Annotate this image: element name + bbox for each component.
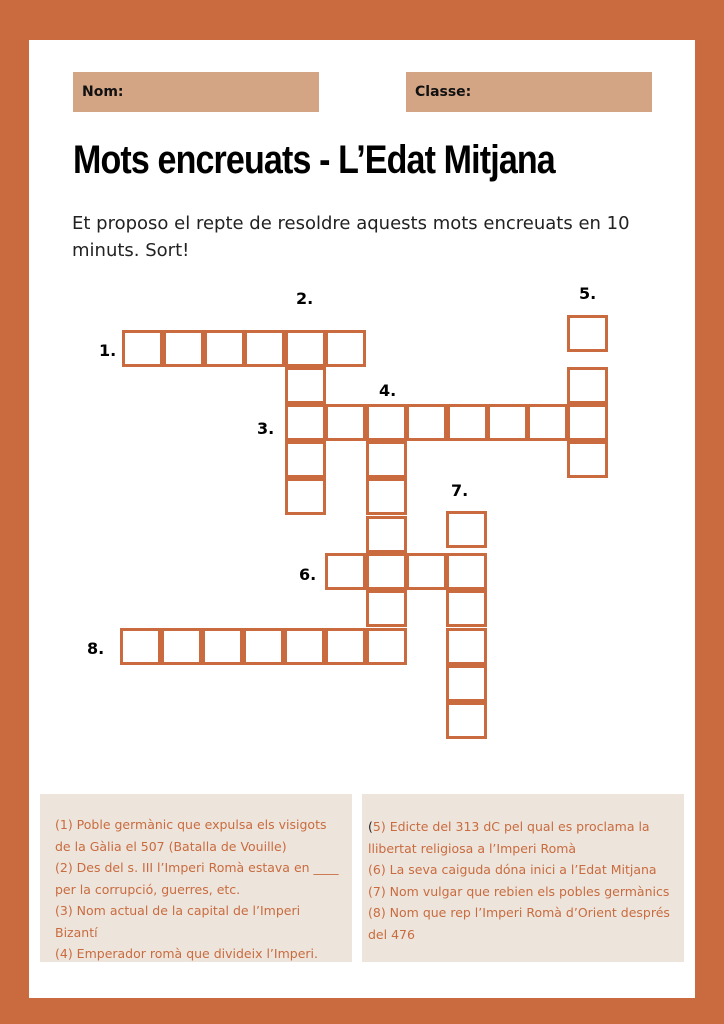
crossword-cell[interactable] (285, 330, 326, 367)
clue-number-8: 8. (87, 639, 105, 658)
class-field[interactable] (406, 72, 652, 112)
crossword-cell[interactable] (487, 404, 528, 441)
clue-number-4: 4. (379, 381, 397, 400)
crossword-cell[interactable] (325, 553, 366, 590)
crossword-cell[interactable] (120, 628, 161, 665)
crossword-cell[interactable] (366, 553, 407, 590)
crossword-cell[interactable] (366, 628, 407, 665)
worksheet-page (29, 40, 695, 998)
crossword-cell[interactable] (447, 404, 488, 441)
crossword-cell[interactable] (446, 628, 487, 665)
crossword-cell[interactable] (446, 553, 487, 590)
name-label: Nom: (82, 84, 124, 100)
crossword-cell[interactable] (567, 441, 608, 478)
crossword-cell[interactable] (244, 330, 285, 367)
clue-5-paren: ( (368, 819, 373, 834)
clue-6: (6) La seva caiguda dóna inici a l’Edat Mitjana (368, 862, 657, 877)
clue-number-5: 5. (579, 284, 597, 303)
crossword-cell[interactable] (567, 404, 608, 441)
crossword-cell[interactable] (366, 516, 407, 553)
crossword-cell[interactable] (446, 511, 487, 548)
clue-number-6: 6. (299, 565, 317, 584)
clue-number-1: 1. (99, 341, 117, 360)
crossword-cell[interactable] (567, 367, 608, 404)
crossword-cell[interactable] (202, 628, 243, 665)
crossword-cell[interactable] (406, 404, 447, 441)
crossword-cell[interactable] (366, 590, 407, 627)
crossword-cell[interactable] (325, 330, 366, 367)
crossword-cell[interactable] (285, 367, 326, 404)
crossword-cell[interactable] (527, 404, 568, 441)
crossword-cell[interactable] (446, 590, 487, 627)
crossword-cell[interactable] (285, 478, 326, 515)
crossword-cell[interactable] (406, 553, 447, 590)
clue-number-2: 2. (296, 289, 314, 308)
crossword-cell[interactable] (325, 404, 366, 441)
clue-4: (4) Emperador romà que divideix l’Imperi. (55, 946, 318, 961)
class-label: Classe: (415, 84, 472, 100)
crossword-cell[interactable] (366, 478, 407, 515)
crossword-cell[interactable] (284, 628, 325, 665)
crossword-cell[interactable] (163, 330, 204, 367)
clue-7: (7) Nom vulgar que rebien els pobles germànics (368, 883, 670, 899)
crossword-cell[interactable] (285, 441, 326, 478)
clue-5-text: 5) Edicte del 313 dC pel qual es proclama la llibertat religiosa a l’Imperi Romà (368, 819, 650, 856)
crossword-cell[interactable] (122, 330, 163, 367)
crossword-cell[interactable] (567, 315, 608, 352)
intro-text: Et proposo el repte de resoldre aquests mots encreuats en 10 minuts. Sort! (72, 213, 630, 261)
crossword-cell[interactable] (204, 330, 245, 367)
clue-2: (2) Des del s. III l’Imperi Romà estava en ____ per la corrupció, guerres, etc. (55, 860, 339, 897)
crossword-cell[interactable] (366, 404, 407, 441)
crossword-cell[interactable] (366, 441, 407, 478)
clue-8: (8) Nom que rep l’Imperi Romà d’Orient després del 476 (368, 905, 670, 942)
clue-3: (3) Nom actual de la capital de l’Imperi Bizantí (55, 903, 301, 940)
crossword-cell[interactable] (325, 628, 366, 665)
clue-number-3: 3. (257, 419, 275, 438)
name-field[interactable] (73, 72, 319, 112)
crossword-cell[interactable] (446, 665, 487, 702)
crossword-cell[interactable] (243, 628, 284, 665)
crossword-cell[interactable] (161, 628, 202, 665)
clue-number-7: 7. (451, 481, 469, 500)
page-title: Mots encreuats - L’Edat Mitjana (73, 138, 555, 182)
crossword-cell[interactable] (285, 404, 326, 441)
crossword-cell[interactable] (446, 702, 487, 739)
clue-1: (1) Poble germànic que expulsa els visigots de la Gàlia el 507 (Batalla de Vouille) (55, 817, 327, 854)
